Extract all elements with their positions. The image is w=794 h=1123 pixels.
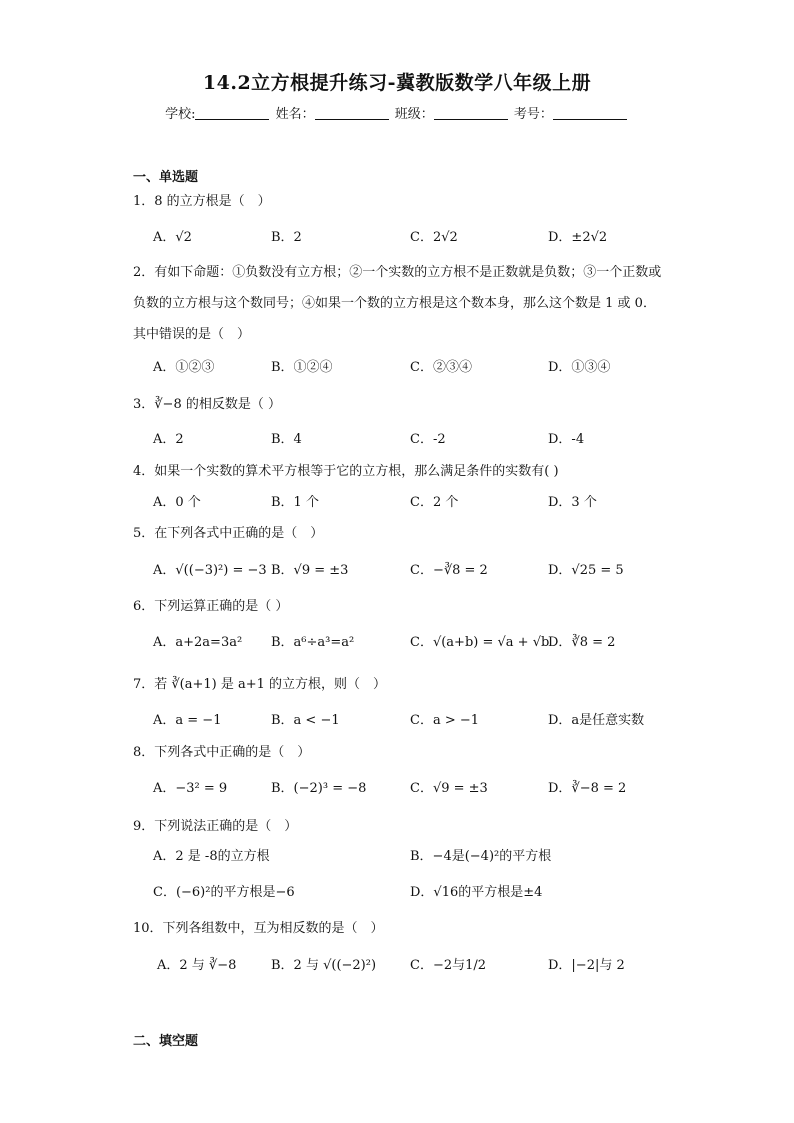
exam-no-label: 考号： bbox=[513, 107, 553, 122]
q6-option-a[interactable]: A．a+2a=3a² bbox=[153, 635, 243, 650]
question-3-stem: 3．∛−8 的相反数是（ ） bbox=[133, 397, 281, 412]
question-6-stem: 6．下列运算正确的是（ ） bbox=[133, 599, 289, 614]
page-title: 14.2立方根提升练习-冀教版数学八年级上册 bbox=[202, 72, 592, 94]
q9-option-c[interactable]: C．(−6)²的平方根是−6 bbox=[153, 885, 295, 900]
q7-option-b[interactable]: B．a < −1 bbox=[271, 713, 340, 728]
section-heading-fill-in: 二、填空题 bbox=[133, 1034, 199, 1049]
q2-option-b[interactable]: B．①②④ bbox=[271, 360, 333, 375]
question-1-stem: 1．8 的立方根是（ ） bbox=[133, 194, 271, 209]
q4-option-c[interactable]: C．2 个 bbox=[410, 495, 459, 510]
q9-option-a[interactable]: A．2 是 -8的立方根 bbox=[153, 849, 270, 864]
q10-option-c[interactable]: C．−2与1/2 bbox=[410, 958, 487, 973]
q6-option-b[interactable]: B．a⁶÷a³=a² bbox=[271, 635, 355, 650]
q2-option-c[interactable]: C．②③④ bbox=[410, 360, 472, 375]
question-2-stem: 2．有如下命题：①负数没有立方根；②一个实数的立方根不是正数就是负数；③一个正数或负数的立方根与这个数同号；④如果一个数的立方根是这个数本身，那么这个数是 1 或 0．其中错误的是（ ） bbox=[133, 265, 662, 342]
q8-option-b[interactable]: B．(−2)³ = −8 bbox=[271, 781, 367, 796]
q5-option-a[interactable]: A．√((−3)²) = −3 bbox=[153, 563, 267, 578]
exam-no-blank[interactable] bbox=[553, 105, 627, 120]
question-4-stem: 4．如果一个实数的算术平方根等于它的立方根，那么满足条件的实数有( ) bbox=[133, 464, 559, 479]
question-10-stem: 10．下列各组数中，互为相反数的是（ ） bbox=[133, 921, 384, 936]
q8-option-c[interactable]: C．√9 = ±3 bbox=[410, 781, 488, 796]
q7-option-d[interactable]: D．a是任意实数 bbox=[548, 713, 645, 728]
q8-option-d[interactable]: D．∛−8 = 2 bbox=[548, 781, 627, 796]
q5-option-c[interactable]: C．−∛8 = 2 bbox=[410, 563, 488, 578]
name-blank[interactable] bbox=[315, 105, 389, 120]
question-5-stem: 5．在下列各式中正确的是（ ） bbox=[133, 526, 324, 541]
question-7-stem: 7．若 ∛(a+1) 是 a+1 的立方根，则（ ） bbox=[133, 677, 387, 692]
section-heading-single-choice: 一、单选题 bbox=[133, 170, 199, 185]
q8-option-a[interactable]: A．−3² = 9 bbox=[153, 781, 228, 796]
name-label: 姓名： bbox=[275, 107, 315, 122]
q1-option-c[interactable]: C．2√2 bbox=[410, 230, 458, 245]
q10-option-d[interactable]: D．|−2|与 2 bbox=[548, 958, 625, 973]
q9-option-b[interactable]: B．−4是(−4)²的平方根 bbox=[410, 849, 552, 864]
q6-option-c[interactable]: C．√(a+b) = √a + √b bbox=[410, 635, 550, 650]
q3-option-c[interactable]: C．-2 bbox=[410, 432, 446, 447]
q4-option-b[interactable]: B．1 个 bbox=[271, 495, 319, 510]
q3-option-b[interactable]: B．4 bbox=[271, 432, 302, 447]
q6-option-d[interactable]: D．∛8 = 2 bbox=[548, 635, 616, 650]
school-label: 学校: bbox=[165, 107, 196, 122]
q1-option-d[interactable]: D．±2√2 bbox=[548, 230, 608, 245]
q5-option-d[interactable]: D．√25 = 5 bbox=[548, 563, 624, 578]
student-info-line bbox=[0, 103, 794, 122]
school-blank[interactable] bbox=[195, 105, 269, 120]
question-8-stem: 8．下列各式中正确的是（ ） bbox=[133, 745, 311, 760]
q4-option-a[interactable]: A．0 个 bbox=[153, 495, 201, 510]
q9-option-d[interactable]: D．√16的平方根是±4 bbox=[410, 885, 543, 900]
q10-option-b[interactable]: B．2 与 √((−2)²) bbox=[271, 958, 377, 973]
q3-option-d[interactable]: D．-4 bbox=[548, 432, 585, 447]
q2-option-d[interactable]: D．①③④ bbox=[548, 360, 611, 375]
q2-option-a[interactable]: A．①②③ bbox=[153, 360, 215, 375]
question-9-stem: 9．下列说法正确的是（ ） bbox=[133, 819, 298, 834]
q4-option-d[interactable]: D．3 个 bbox=[548, 495, 597, 510]
q1-option-a[interactable]: A．√2 bbox=[153, 230, 192, 245]
q5-option-b[interactable]: B．√9 = ±3 bbox=[271, 563, 349, 578]
class-label: 班级： bbox=[394, 107, 434, 122]
q3-option-a[interactable]: A．2 bbox=[153, 432, 184, 447]
q7-option-a[interactable]: A．a = −1 bbox=[153, 713, 222, 728]
q10-option-a[interactable]: A．2 与 ∛−8 bbox=[157, 958, 237, 973]
q1-option-b[interactable]: B．2 bbox=[271, 230, 302, 245]
q7-option-c[interactable]: C．a > −1 bbox=[410, 713, 480, 728]
class-blank[interactable] bbox=[434, 105, 508, 120]
